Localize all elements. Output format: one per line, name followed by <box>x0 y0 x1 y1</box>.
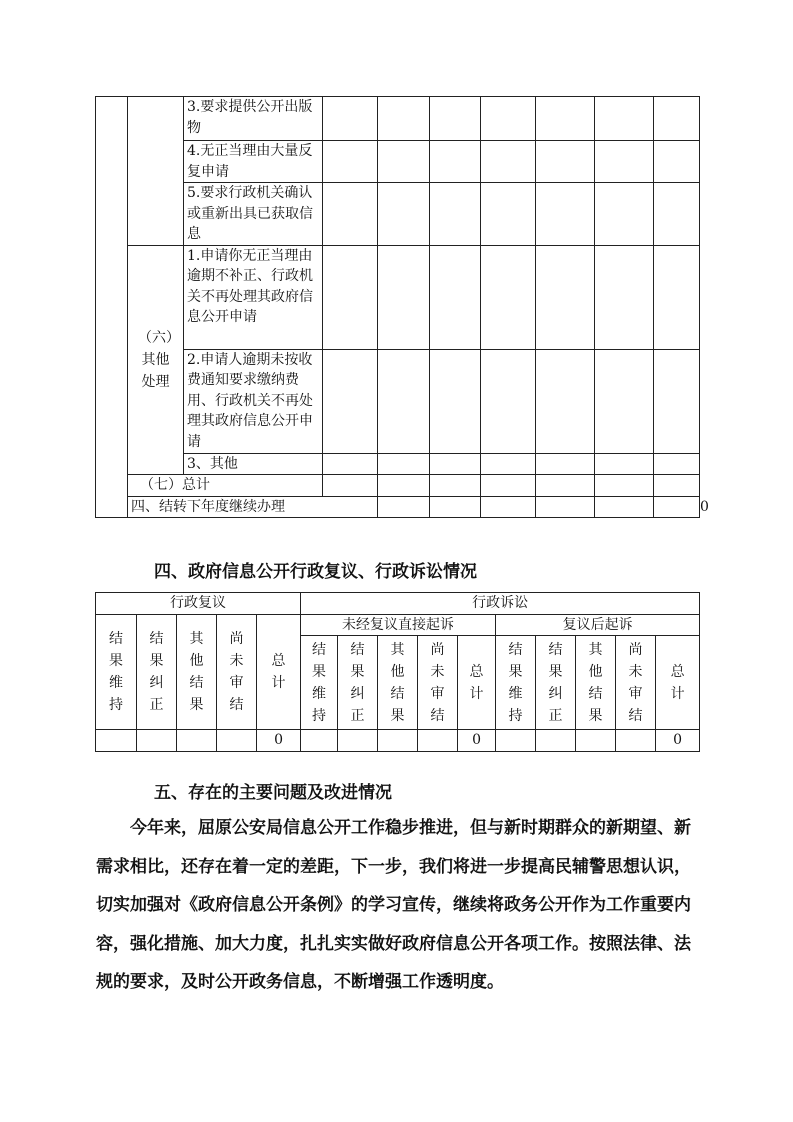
header-pending: 尚未审结 <box>217 614 257 730</box>
table-row <box>96 183 700 246</box>
group-cell-left <box>96 97 128 518</box>
header-result-maintain: 结果维持 <box>96 614 137 730</box>
section-5-heading: 五、存在的主要问题及改进情况 <box>154 783 392 803</box>
direct-suit-total-value: 0 <box>458 730 496 752</box>
header-admin-litigation: 行政诉讼 <box>301 593 700 615</box>
row-label: 1.申请你无正当理由逾期不补正、行政机关不再处理其政府信息公开申请 <box>184 245 323 349</box>
table-row <box>96 97 700 141</box>
row-label: 4.无正当理由大量反复申请 <box>184 141 323 183</box>
header-other-result: 其他结果 <box>378 636 418 730</box>
group-label-other-handling: （六）其他处理 <box>128 245 184 475</box>
after-review-total-value: 0 <box>656 730 700 752</box>
row-label: 5.要求行政机关确认或重新出具已获取信息 <box>184 183 323 246</box>
table-row <box>96 349 700 453</box>
header-total: 总计 <box>656 636 700 730</box>
header-other-result: 其他结果 <box>177 614 217 730</box>
table-row: 四、结转下年度继续办理 0 <box>96 496 700 518</box>
header-pending: 尚未审结 <box>418 636 458 730</box>
header-result-maintain: 结果维持 <box>301 636 338 730</box>
carry-over-label: 四、结转下年度继续办理 <box>128 496 378 518</box>
review-litigation-table <box>95 592 700 752</box>
table-header-row <box>96 593 700 615</box>
review-total-value: 0 <box>257 730 301 752</box>
total-label: （七）总计 <box>128 475 323 497</box>
header-total: 总计 <box>257 614 301 730</box>
header-total: 总计 <box>458 636 496 730</box>
header-result-correct: 结果纠正 <box>338 636 378 730</box>
header-result-correct: 结果纠正 <box>137 614 177 730</box>
table-row <box>96 245 700 349</box>
application-handling-table <box>95 96 709 518</box>
header-pending: 尚未审结 <box>616 636 656 730</box>
table-row <box>96 730 700 752</box>
row-label: 3.要求提供公开出版物 <box>184 97 323 141</box>
table-row <box>96 475 700 497</box>
header-result-correct: 结果纠正 <box>536 636 576 730</box>
table-row <box>96 453 700 475</box>
header-after-review: 复议后起诉 <box>496 614 700 636</box>
header-result-maintain: 结果维持 <box>496 636 536 730</box>
row-label: 3、其他 <box>184 453 323 475</box>
table-header-row <box>96 614 700 636</box>
section-4-heading: 四、政府信息公开行政复议、行政诉讼情况 <box>154 562 477 582</box>
header-other-result: 其他结果 <box>576 636 616 730</box>
group-cell-previous <box>128 97 184 246</box>
section-5-paragraph: 今年来，屈原公安局信息公开工作稳步推进，但与新时期群众的新期望、新需求相比，还存在着一定的差距，下一步，我们将进一步提高民辅警思想认识，切实加强对《政府信息公开条例》的学习宣传，继续将政务公开作为工作重要内容，强化措施、加大力度，扎扎实实做好政府信息公开各项工作。按照法律、法规的要求，及时公开政务信息，不断增强工作透明度。 <box>96 818 691 992</box>
header-direct-suit: 未经复议直接起诉 <box>301 614 496 636</box>
table-row <box>96 141 700 183</box>
row-label: 2.申请人逾期未按收费通知要求缴纳费用、行政机关不再处理其政府信息公开申请 <box>184 349 323 453</box>
header-admin-review: 行政复议 <box>96 593 301 615</box>
